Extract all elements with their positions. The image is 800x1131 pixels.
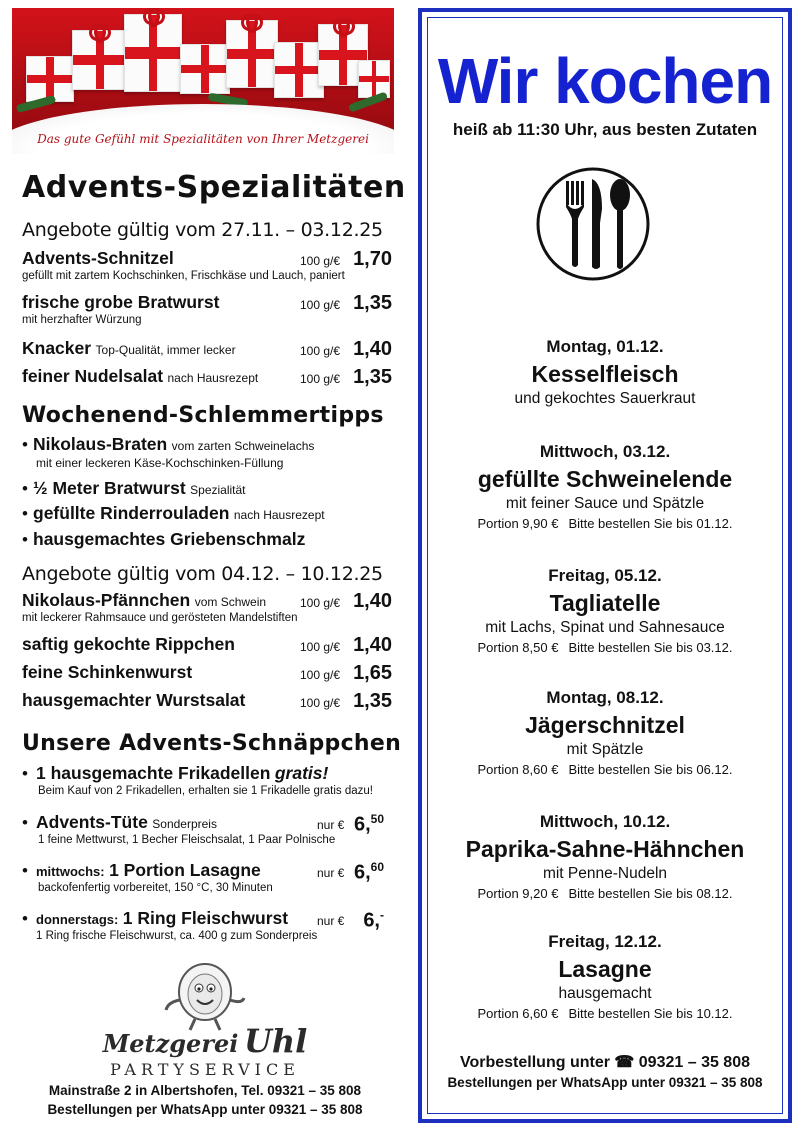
menu-subtitle: heiß ab 11:30 Uhr, aus besten Zutaten: [452, 120, 758, 139]
specials-title: Advents-Spezialitäten: [22, 170, 406, 205]
menu-day: Freitag, 12.12. Lasagne hausgemacht Portion 6,60 € Bitte bestellen Sie bis 10.12.: [477, 932, 733, 1021]
address: Mainstraße 2 in Albertshofen, Tel. 09321 – 35 808: [48, 1083, 362, 1098]
product-item: frische grobe Bratwurst 100 g/€ 1,35 mit herzhafter Würzung: [22, 292, 392, 326]
logo-wordmark: Metzgerei Uhl: [102, 1022, 308, 1060]
menu-day: Montag, 01.12. Kesselfleisch und gekochtes Sauerkraut: [514, 337, 696, 407]
cutlery-icon: [534, 165, 652, 283]
list-item: • 1 hausgemachte Frikadellen gratis! Beim Kauf von 2 Frikadellen, erhalten sie 1 Frikadelle gratis dazu!: [22, 763, 373, 797]
list-item: • Nikolaus-Braten vom zarten Schweinelachs mit einer leckeren Käse-Kochschinken-Füllung: [22, 434, 315, 470]
menu-day: Freitag, 05.12. Tagliatelle mit Lachs, Spinat und Sahnesauce Portion 8,50 € Bitte bestellen Sie bis 03.12.: [477, 566, 733, 655]
product-item: Advents-Schnitzel 100 g/€ 1,70 gefüllt mit zartem Kochschinken, Frischkäse und Lauch, paniert: [22, 248, 392, 282]
menu-day: Montag, 08.12. Jägerschnitzel mit Spätzle Portion 8,60 € Bitte bestellen Sie bis 06.12.: [477, 688, 733, 777]
list-item: • donnerstags: 1 Ring Fleischwurst nur € 6,- 1 Ring frische Fleischwurst, ca. 400 g zum Sonderpreis: [22, 908, 384, 942]
list-item: • gefüllte Rinderrouladen nach Hausrezept: [22, 503, 325, 523]
menu-day: Mittwoch, 03.12. gefüllte Schweinelende mit feiner Sauce und Spätzle Portion 9,90 € Bitte bestellen Sie bis 01.12.: [477, 442, 733, 531]
banner-slogan: Das gute Gefühl mit Spezialitäten von Ihrer Metzgerei: [37, 132, 369, 146]
product-item: feiner Nudelsalat nach Hausrezept 100 g/€ 1,35: [22, 366, 392, 388]
gift-icon: [274, 42, 324, 98]
menu-day: Mittwoch, 10.12. Paprika-Sahne-Hähnchen mit Penne-Nudeln Portion 9,20 € Bitte bestellen Sie bis 08.12.: [465, 812, 745, 901]
weekend-title: Wochenend-Schlemmertipps: [22, 403, 384, 428]
preorder-line: Vorbestellung unter ☎ 09321 – 35 808: [460, 1054, 750, 1071]
product-item: Nikolaus-Pfännchen vom Schwein 100 g/€ 1,40 mit leckerer Rahmsauce und gerösteten Mandelstiften: [22, 590, 392, 624]
list-item: • hausgemachtes Griebenschmalz: [22, 529, 306, 549]
menu-title: Wir kochen: [437, 45, 773, 117]
validity-week1: Angebote gültig vom 27.11. – 03.12.25: [22, 219, 383, 241]
product-item: hausgemachter Wurstsalat 100 g/€ 1,35: [22, 690, 392, 712]
logo-subtitle: PARTYSERVICE: [110, 1060, 300, 1079]
product-item: feine Schinkenwurst 100 g/€ 1,65: [22, 662, 392, 684]
validity-week2: Angebote gültig vom 04.12. – 10.12.25: [22, 563, 383, 585]
product-item: saftig gekochte Rippchen 100 g/€ 1,40: [22, 634, 392, 656]
whatsapp-note: Bestellungen per WhatsApp unter 09321 – 35 808: [47, 1102, 363, 1117]
menu-whatsapp-note: Bestellungen per WhatsApp unter 09321 – 35 808: [447, 1075, 763, 1090]
gift-icon: [180, 44, 230, 94]
list-item: • ½ Meter Bratwurst Spezialität: [22, 478, 246, 498]
phone-icon: ☎: [614, 1054, 635, 1071]
christmas-banner: [12, 8, 394, 154]
product-item: Knacker Top-Qualität, immer lecker 100 g/€ 1,40: [22, 338, 392, 360]
list-item: • Advents-Tüte Sonderpreis nur € 6,50 1 feine Mettwurst, 1 Becher Fleischsalat, 1 Paar Polnische: [22, 812, 384, 846]
bargains-title: Unsere Advents-Schnäppchen: [22, 731, 402, 756]
list-item: • mittwochs: 1 Portion Lasagne nur € 6,60 backofenfertig vorbereitet, 150 °C, 30 Minuten: [22, 860, 384, 894]
